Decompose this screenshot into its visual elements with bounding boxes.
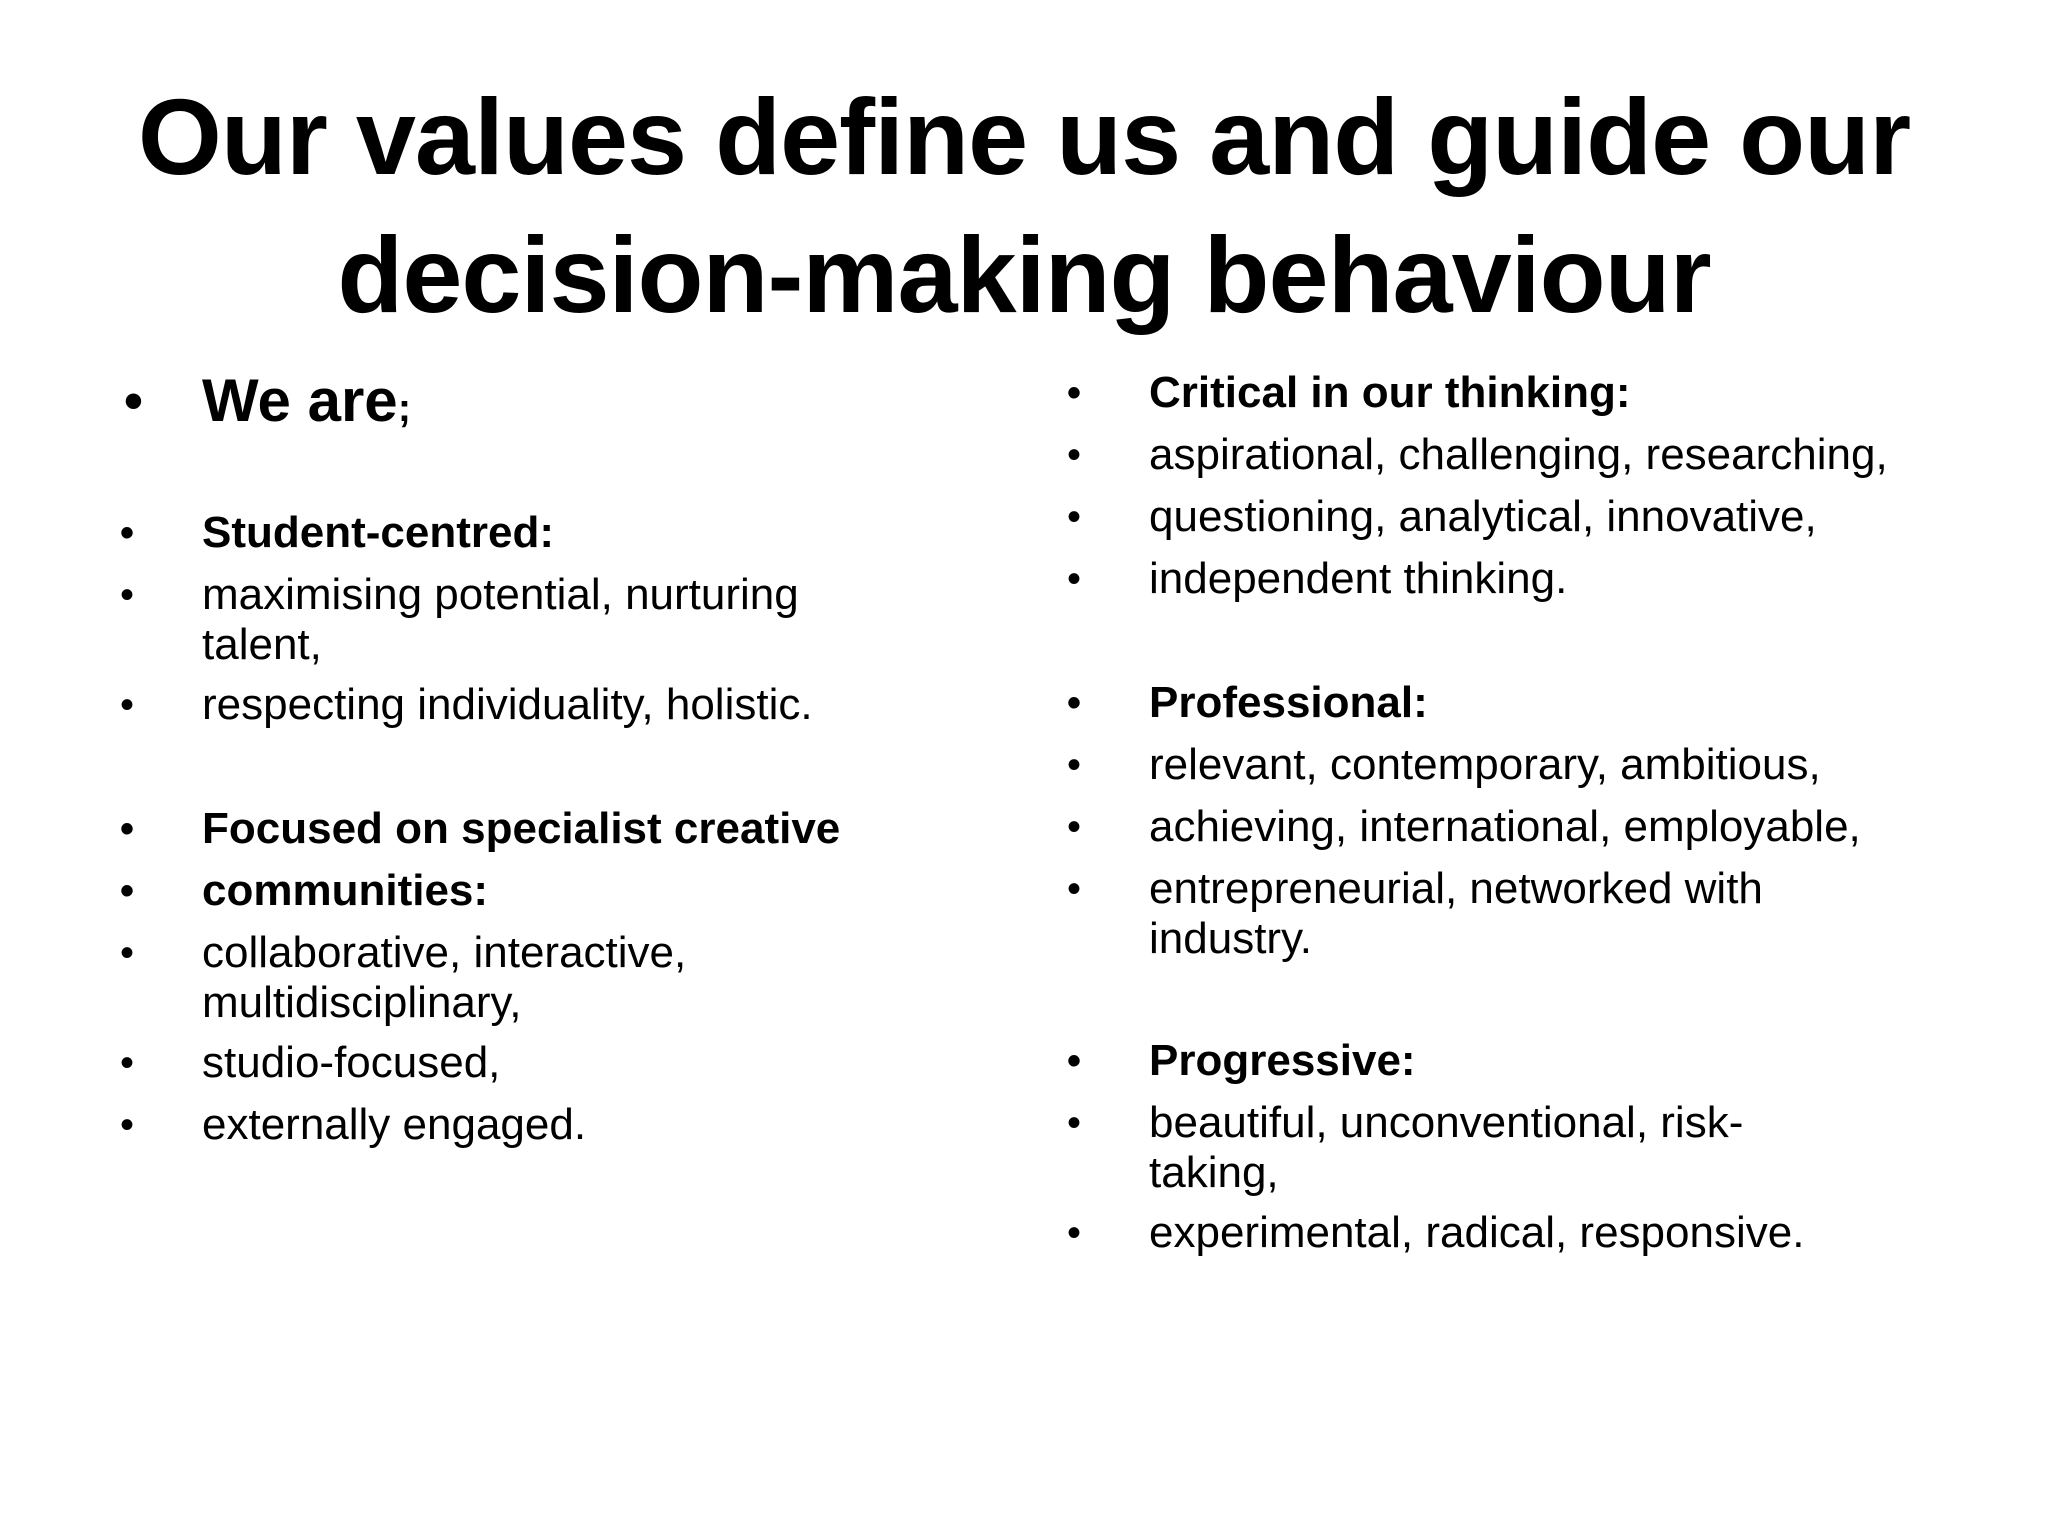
- list-item-text: Progressive:: [1149, 1036, 1416, 1085]
- list-item: [120, 1038, 980, 1088]
- list-item-text: respecting individuality, holistic.: [202, 680, 813, 729]
- bullet-icon: •: [120, 683, 135, 727]
- list-item: [120, 804, 980, 854]
- list-item-text: communities:: [202, 866, 489, 915]
- bullet-icon: •: [120, 511, 135, 555]
- bullet-icon: •: [120, 869, 135, 913]
- list-item: [1067, 740, 1967, 790]
- list-item: [120, 928, 840, 1028]
- slide-title: Our values define us and guide our decision-making behaviour: [137, 76, 1911, 335]
- list-item: [1067, 864, 1867, 964]
- bullet-icon: •: [120, 1103, 135, 1147]
- bullet-icon: •: [1067, 1039, 1082, 1083]
- list-item-text: externally engaged.: [202, 1100, 587, 1149]
- list-item-text: maximising potential, nurturing talent,: [202, 570, 799, 669]
- list-item: [1067, 554, 1967, 604]
- list-item-text: achieving, international, employable,: [1149, 802, 1861, 851]
- bullet-icon: •: [1067, 495, 1082, 539]
- bullet-icon: •: [1067, 1211, 1082, 1255]
- list-item-text: relevant, contemporary, ambitious,: [1149, 740, 1821, 789]
- list-item-intro: [120, 368, 980, 441]
- list-item: [120, 866, 980, 916]
- intro-suffix: ;: [397, 386, 412, 430]
- list-item-text: Student-centred:: [202, 508, 554, 557]
- list-item-text: Critical in our thinking:: [1149, 368, 1631, 417]
- bullet-icon: •: [124, 371, 143, 431]
- list-item-text: experimental, radical, responsive.: [1149, 1208, 1805, 1257]
- bullet-icon: •: [120, 807, 135, 851]
- list-item: [120, 1100, 980, 1150]
- list-item: [1067, 1036, 1967, 1086]
- list-item: [120, 570, 880, 670]
- list-item-text: questioning, analytical, innovative,: [1149, 492, 1817, 541]
- bullet-icon: •: [120, 573, 135, 617]
- list-item-text: Focused on specialist creative: [202, 804, 841, 853]
- bullet-icon: •: [120, 931, 135, 975]
- bullet-icon: •: [1067, 681, 1082, 725]
- bullet-icon: •: [1067, 743, 1082, 787]
- bullet-icon: •: [1067, 371, 1082, 415]
- list-item: [1067, 1098, 1827, 1198]
- list-item: [1067, 492, 1967, 542]
- bullet-icon: •: [120, 1041, 135, 1085]
- list-item: [1067, 430, 1967, 480]
- list-item: [1067, 802, 1967, 852]
- bullet-icon: •: [1067, 867, 1082, 911]
- list-item-text: studio-focused,: [202, 1038, 501, 1087]
- list-item: [1067, 368, 1967, 418]
- bullet-icon: •: [1067, 433, 1082, 477]
- list-item: [120, 508, 980, 558]
- list-item: [1067, 1208, 1967, 1258]
- intro-label: We are: [202, 367, 398, 434]
- list-item-text: collaborative, interactive, multidisciplinary,: [202, 928, 687, 1027]
- list-item-text: beautiful, unconventional, risk-taking,: [1149, 1098, 1744, 1197]
- bullet-icon: •: [1067, 1101, 1082, 1145]
- list-item-text: independent thinking.: [1149, 554, 1568, 603]
- list-item: [120, 680, 980, 730]
- list-item-text: aspirational, challenging, researching,: [1149, 430, 1888, 479]
- bullet-icon: •: [1067, 557, 1082, 601]
- list-item: [1067, 678, 1967, 728]
- bullet-icon: •: [1067, 805, 1082, 849]
- list-item-text: entrepreneurial, networked with industry.: [1149, 864, 1763, 963]
- list-item-text: Professional:: [1149, 678, 1428, 727]
